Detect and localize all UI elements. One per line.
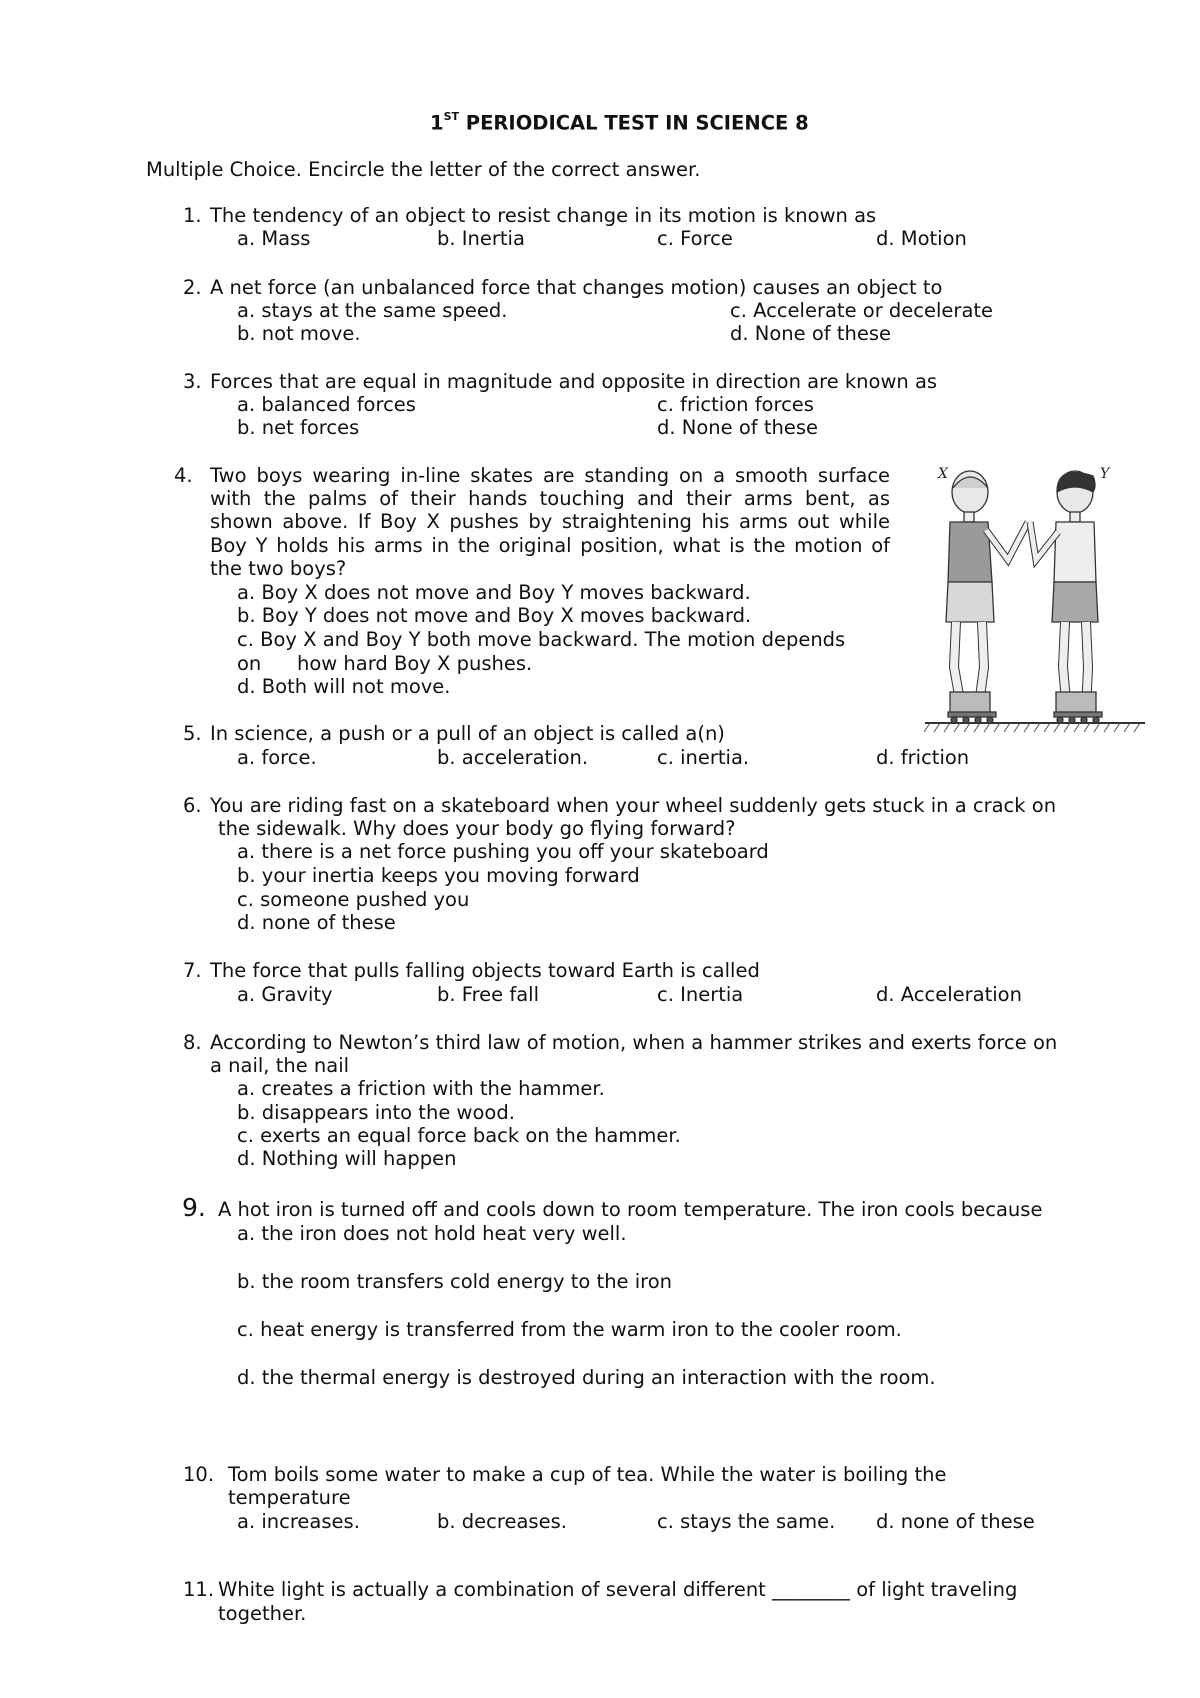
question-number: 3. xyxy=(183,370,202,393)
question-number: 1. xyxy=(183,204,202,227)
boy-y xyxy=(1030,471,1102,723)
option: c. heat energy is transferred from the warm iron to the cooler room. xyxy=(237,1318,902,1341)
question-text: Forces that are equal in magnitude and opposite in direction are known as xyxy=(210,370,938,393)
option: c. friction forces xyxy=(657,393,814,416)
option: on xyxy=(237,652,262,675)
option: d. Both will not move. xyxy=(237,675,451,698)
question-text-line: a nail, the nail xyxy=(210,1054,350,1077)
question-text-line: According to Newton’s third law of motion, when a hammer strikes and exerts force on xyxy=(210,1031,1058,1054)
option: b. net forces xyxy=(237,416,360,439)
option: c. stays the same. xyxy=(657,1510,836,1533)
option: b. disappears into the wood. xyxy=(237,1101,515,1124)
question-number: 2. xyxy=(183,276,202,299)
option: a. Gravity xyxy=(237,983,333,1006)
boy-x xyxy=(946,471,1028,723)
label-x: X xyxy=(938,466,948,482)
question-text: A hot iron is turned off and cools down to room temperature. The iron cools because xyxy=(218,1198,1043,1221)
option: a. balanced forces xyxy=(237,393,416,416)
option: c. Accelerate or decelerate xyxy=(730,299,994,322)
instructions: Multiple Choice. Encircle the letter of the correct answer. xyxy=(146,158,701,181)
option: c. inertia. xyxy=(657,746,750,769)
question-text-line: the sidewalk. Why does your body go flying forward? xyxy=(218,817,736,840)
question-text: The force that pulls falling objects toward Earth is called xyxy=(210,959,760,982)
question-text-line: Boy Y holds his arms in the original position, what is the motion of xyxy=(210,534,890,557)
option: a. there is a net force pushing you off your skateboard xyxy=(237,840,769,863)
question-text-line: White light is actually a combination of several different ________ of light traveling xyxy=(218,1578,1018,1601)
option: a. the iron does not hold heat very well. xyxy=(237,1222,627,1245)
option: b. Boy Y does not move and Boy X moves backward. xyxy=(237,604,752,627)
option: a. Boy X does not move and Boy Y moves backward. xyxy=(237,581,751,604)
option: c. Force xyxy=(657,227,733,250)
option: b. Free fall xyxy=(437,983,540,1006)
option: d. Nothing will happen xyxy=(237,1147,457,1170)
option: d. none of these xyxy=(237,911,396,934)
ground xyxy=(924,723,1145,732)
option: b. Inertia xyxy=(437,227,525,250)
option: c. exerts an equal force back on the hammer. xyxy=(237,1124,681,1147)
option: d. none of these xyxy=(876,1510,1035,1533)
question-text-line: together. xyxy=(218,1602,307,1625)
question-number: 11. xyxy=(183,1578,215,1601)
option: a. creates a friction with the hammer. xyxy=(237,1077,605,1100)
question-number: 6. xyxy=(183,794,202,817)
question-number: 4. xyxy=(174,464,193,487)
option: d. Acceleration xyxy=(876,983,1022,1006)
question-text: In science, a push or a pull of an object is called a(n) xyxy=(210,722,725,745)
option: d. friction xyxy=(876,746,970,769)
option: a. force. xyxy=(237,746,317,769)
question-text-line: temperature xyxy=(228,1486,351,1509)
question-number: 9. xyxy=(182,1193,206,1222)
option: b. not move. xyxy=(237,322,361,345)
option: how hard Boy X pushes. xyxy=(297,652,533,675)
option: a. increases. xyxy=(237,1510,360,1533)
option: b. acceleration. xyxy=(437,746,589,769)
option: d. Motion xyxy=(876,227,967,250)
option: c. someone pushed you xyxy=(237,888,470,911)
two-boys-skates-figure xyxy=(920,460,1150,735)
figure-svg xyxy=(920,460,1150,735)
option: a. Mass xyxy=(237,227,311,250)
question-text-line: Two boys wearing in-line skates are standing on a smooth surface xyxy=(210,464,890,487)
option: d. None of these xyxy=(657,416,818,439)
question-text-line: shown above. If Boy X pushes by straightening his arms out while xyxy=(210,510,890,533)
question-text-line: the two boys? xyxy=(210,557,347,580)
option: c. Boy X and Boy Y both move backward. The motion depends xyxy=(237,628,846,651)
label-y: Y xyxy=(1100,466,1110,482)
option: d. the thermal energy is destroyed during an interaction with the room. xyxy=(237,1366,936,1389)
question-text: A net force (an unbalanced force that changes motion) causes an object to xyxy=(210,276,943,299)
option: a. stays at the same speed. xyxy=(237,299,508,322)
question-text-line: You are riding fast on a skateboard when your wheel suddenly gets stuck in a crack on xyxy=(210,794,1057,817)
question-number: 7. xyxy=(183,959,202,982)
question-text-line: with the palms of their hands touching and their arms bent, as xyxy=(210,487,890,510)
option: b. the room transfers cold energy to the iron xyxy=(237,1270,673,1293)
question-number: 5. xyxy=(183,722,202,745)
page-title: 1ST PERIODICAL TEST IN SCIENCE 8 xyxy=(430,110,809,135)
option: d. None of these xyxy=(730,322,891,345)
question-number: 8. xyxy=(183,1031,202,1054)
question-number: 10. xyxy=(183,1463,215,1486)
option: c. Inertia xyxy=(657,983,744,1006)
option: b. decreases. xyxy=(437,1510,567,1533)
option: b. your inertia keeps you moving forward xyxy=(237,864,640,887)
question-text: The tendency of an object to resist change in its motion is known as xyxy=(210,204,877,227)
question-text-line: Tom boils some water to make a cup of tea. While the water is boiling the xyxy=(228,1463,947,1486)
